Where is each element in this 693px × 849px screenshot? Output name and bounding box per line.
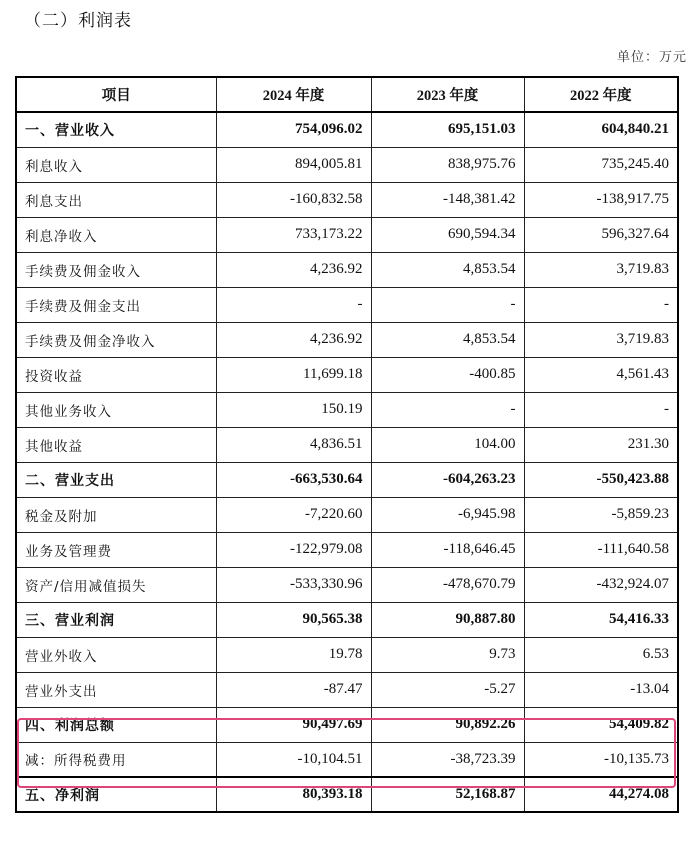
value-2024: 754,096.02 [216, 112, 371, 147]
row-label: 手续费及佣金净收入 [16, 322, 216, 357]
row-label: 其他收益 [16, 427, 216, 462]
value-2023: -38,723.39 [371, 742, 524, 777]
header-2022: 2022 年度 [524, 77, 678, 112]
value-2024: -122,979.08 [216, 532, 371, 567]
value-2024: 4,836.51 [216, 427, 371, 462]
header-item: 项目 [16, 77, 216, 112]
header-2023: 2023 年度 [371, 77, 524, 112]
section-title: （二）利润表 [24, 11, 132, 31]
value-2022: 596,327.64 [524, 217, 678, 252]
value-2024: 90,497.69 [216, 707, 371, 742]
value-2022: 54,416.33 [524, 602, 678, 637]
unit-label: 单位：万元 [616, 50, 687, 65]
value-2024: -7,220.60 [216, 497, 371, 532]
row-label: 利息支出 [16, 182, 216, 217]
value-2023: 838,975.76 [371, 147, 524, 182]
value-2022: -5,859.23 [524, 497, 678, 532]
value-2024: 80,393.18 [216, 777, 371, 812]
table-row [16, 147, 678, 182]
value-2024: -663,530.64 [216, 462, 371, 497]
value-2024: - [216, 287, 371, 322]
value-2022: 735,245.40 [524, 147, 678, 182]
value-2023: - [371, 392, 524, 427]
value-2024: -87.47 [216, 672, 371, 707]
row-label: 营业外收入 [16, 637, 216, 672]
value-2024: -160,832.58 [216, 182, 371, 217]
value-2023: 9.73 [371, 637, 524, 672]
value-2023: 104.00 [371, 427, 524, 462]
row-label: 税金及附加 [16, 497, 216, 532]
value-2022: 231.30 [524, 427, 678, 462]
row-label: 资产/信用减值损失 [16, 567, 216, 602]
row-label: 三、营业利润 [16, 602, 216, 637]
table-row [16, 392, 678, 427]
value-2022: -550,423.88 [524, 462, 678, 497]
value-2023: 90,887.80 [371, 602, 524, 637]
value-2022: -111,640.58 [524, 532, 678, 567]
value-2023: - [371, 287, 524, 322]
value-2023: 4,853.54 [371, 252, 524, 287]
value-2024: 4,236.92 [216, 252, 371, 287]
value-2022: -432,924.07 [524, 567, 678, 602]
value-2022: -13.04 [524, 672, 678, 707]
value-2024: 11,699.18 [216, 357, 371, 392]
value-2023: -6,945.98 [371, 497, 524, 532]
row-label: 手续费及佣金收入 [16, 252, 216, 287]
value-2022: 44,274.08 [524, 777, 678, 812]
value-2022: 604,840.21 [524, 112, 678, 147]
table-row [16, 287, 678, 322]
table-row [16, 637, 678, 672]
table-row [16, 462, 678, 497]
row-label: 其他业务收入 [16, 392, 216, 427]
value-2024: 90,565.38 [216, 602, 371, 637]
row-label: 二、营业支出 [16, 462, 216, 497]
row-label: 五、净利润 [16, 777, 216, 812]
value-2023: 90,892.26 [371, 707, 524, 742]
table-row [16, 112, 678, 147]
value-2022: 4,561.43 [524, 357, 678, 392]
value-2024: 733,173.22 [216, 217, 371, 252]
table-row [16, 672, 678, 707]
value-2022: 3,719.83 [524, 252, 678, 287]
row-label: 一、营业收入 [16, 112, 216, 147]
row-label: 利息净收入 [16, 217, 216, 252]
value-2023: -478,670.79 [371, 567, 524, 602]
value-2023: -118,646.45 [371, 532, 524, 567]
value-2023: 4,853.54 [371, 322, 524, 357]
row-label: 投资收益 [16, 357, 216, 392]
table-row [16, 532, 678, 567]
value-2023: 695,151.03 [371, 112, 524, 147]
table-row [16, 567, 678, 602]
value-2023: -5.27 [371, 672, 524, 707]
value-2023: 690,594.34 [371, 217, 524, 252]
value-2024: 4,236.92 [216, 322, 371, 357]
value-2022: - [524, 392, 678, 427]
table-row [16, 777, 678, 812]
header-2024: 2024 年度 [216, 77, 371, 112]
table-row [16, 707, 678, 742]
table-row [16, 742, 678, 777]
value-2024: 150.19 [216, 392, 371, 427]
table-header-row [16, 77, 678, 112]
table-body [16, 112, 678, 812]
value-2023: -604,263.23 [371, 462, 524, 497]
row-label: 手续费及佣金支出 [16, 287, 216, 322]
row-label: 四、利润总额 [16, 707, 216, 742]
table-row [16, 217, 678, 252]
value-2022: - [524, 287, 678, 322]
value-2023: -148,381.42 [371, 182, 524, 217]
value-2022: -10,135.73 [524, 742, 678, 777]
row-label: 营业外支出 [16, 672, 216, 707]
table-row [16, 182, 678, 217]
row-label: 利息收入 [16, 147, 216, 182]
value-2022: 6.53 [524, 637, 678, 672]
table-row [16, 357, 678, 392]
value-2024: 19.78 [216, 637, 371, 672]
table-row [16, 497, 678, 532]
row-label: 业务及管理费 [16, 532, 216, 567]
value-2022: 54,409.82 [524, 707, 678, 742]
income-statement-table [15, 76, 679, 813]
table-row [16, 252, 678, 287]
row-label: 减：所得税费用 [16, 742, 216, 777]
value-2024: 894,005.81 [216, 147, 371, 182]
value-2024: -10,104.51 [216, 742, 371, 777]
value-2023: 52,168.87 [371, 777, 524, 812]
table-row [16, 602, 678, 637]
table-row [16, 427, 678, 462]
value-2023: -400.85 [371, 357, 524, 392]
value-2024: -533,330.96 [216, 567, 371, 602]
value-2022: -138,917.75 [524, 182, 678, 217]
value-2022: 3,719.83 [524, 322, 678, 357]
table-row [16, 322, 678, 357]
